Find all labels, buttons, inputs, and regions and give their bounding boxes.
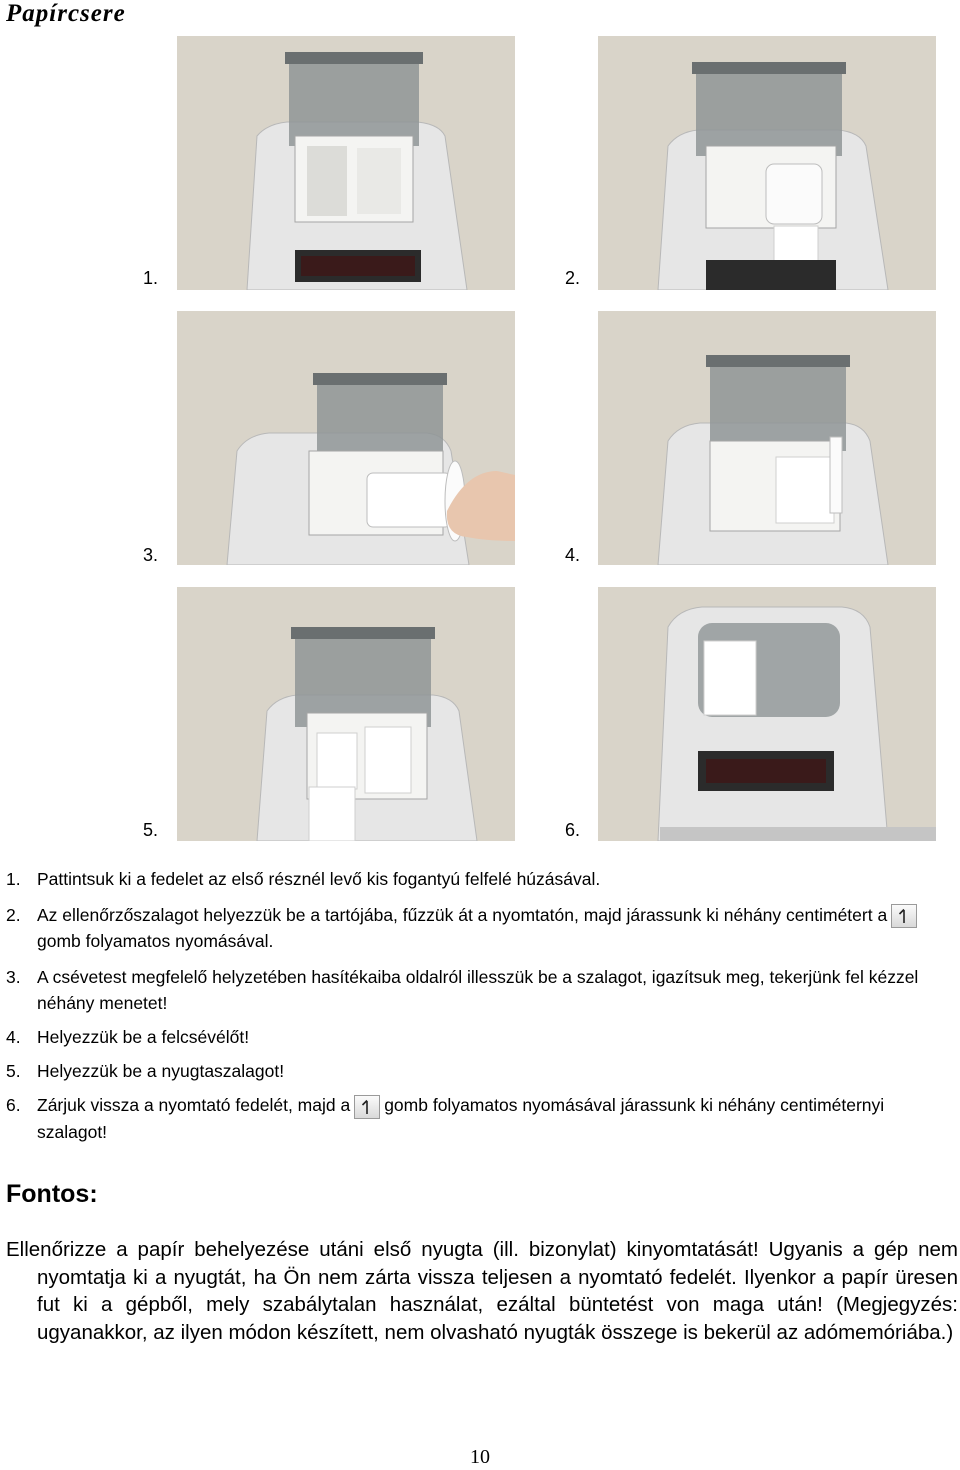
photo-step-6	[598, 587, 936, 841]
step-text: Helyezzük be a nyugtaszalagot!	[37, 1061, 285, 1082]
instruction-step-6	[6, 1092, 956, 1144]
important-paragraph: Ellenőrizze a papír behelyezése utáni első nyugta (ill. bizonylat) kinyomtatását! Ugyanis a gép nem nyomtatja ki a nyugtát, ha Ön nem zárta vissza teljesen a nyomtató fedelét. Ilyenkor a papír üresen fut ki a gépből, mely szabálytalan használat, ezáltal büntetést von maga után! (Megjegyzés: ugyanakkor, az ilyen módon készített, nem olvasható nyugták összege is bekerül az adómemóriába.)	[6, 1238, 958, 1344]
step-number: 1.	[6, 869, 21, 889]
step-number: 5.	[6, 1061, 21, 1082]
instruction-list	[6, 866, 956, 1153]
photo-label-5: 5.	[143, 820, 159, 840]
important-heading: Fontos:	[6, 1180, 98, 1208]
instruction-step-2	[6, 902, 956, 954]
step-text: Helyezzük be a felcsévélőt!	[37, 1027, 250, 1048]
instruction-step-3	[6, 964, 956, 1016]
step-text: A csévetest megfelelő helyzetében hasítékaiba oldalról illesszük be a szalagot, igazítsuk meg, tekerjünk fel kézzel néhány menetet!	[37, 967, 919, 1014]
photo-label-4: 4.	[565, 545, 581, 565]
step-number: 3.	[6, 967, 21, 988]
page-number: 10	[470, 1446, 490, 1468]
photo-step-2	[598, 36, 936, 290]
instruction-step-5	[6, 1058, 956, 1084]
step-number: 2.	[6, 905, 21, 925]
photo-step-5	[177, 587, 515, 841]
step-text-continued: gomb folyamatos nyomásával járassunk ki néhány centiméternyi szalagot!	[37, 1095, 885, 1142]
page-title: Papírcsere	[6, 0, 126, 27]
step-text: Az ellenőrzőszalagot helyezzük be a tartójába, fűzzük át a nyomtatón, majd járassunk ki néhány centimétert a	[37, 905, 888, 925]
instruction-step-1	[6, 866, 956, 892]
step-text: Pattintsuk ki a fedelet az első résznél levő kis fogantyú felfelé húzásával.	[37, 869, 601, 889]
photo-step-3	[177, 311, 515, 565]
photo-label-6: 6.	[565, 820, 581, 840]
photo-label-2: 2.	[565, 268, 581, 288]
step-text: Zárjuk vissza a nyomtató fedelét, majd a	[37, 1095, 351, 1116]
photo-label-1: 1.	[143, 268, 159, 288]
instruction-step-4	[6, 1024, 956, 1050]
step-number: 4.	[6, 1027, 21, 1048]
arrow-up-icon	[354, 1095, 380, 1119]
photo-step-1	[177, 36, 515, 290]
photo-step-4	[598, 311, 936, 565]
step-number: 6.	[6, 1095, 21, 1116]
photo-label-3: 3.	[143, 545, 159, 565]
step-text-continued: gomb folyamatos nyomásával.	[37, 931, 274, 952]
arrow-up-icon	[891, 904, 917, 928]
